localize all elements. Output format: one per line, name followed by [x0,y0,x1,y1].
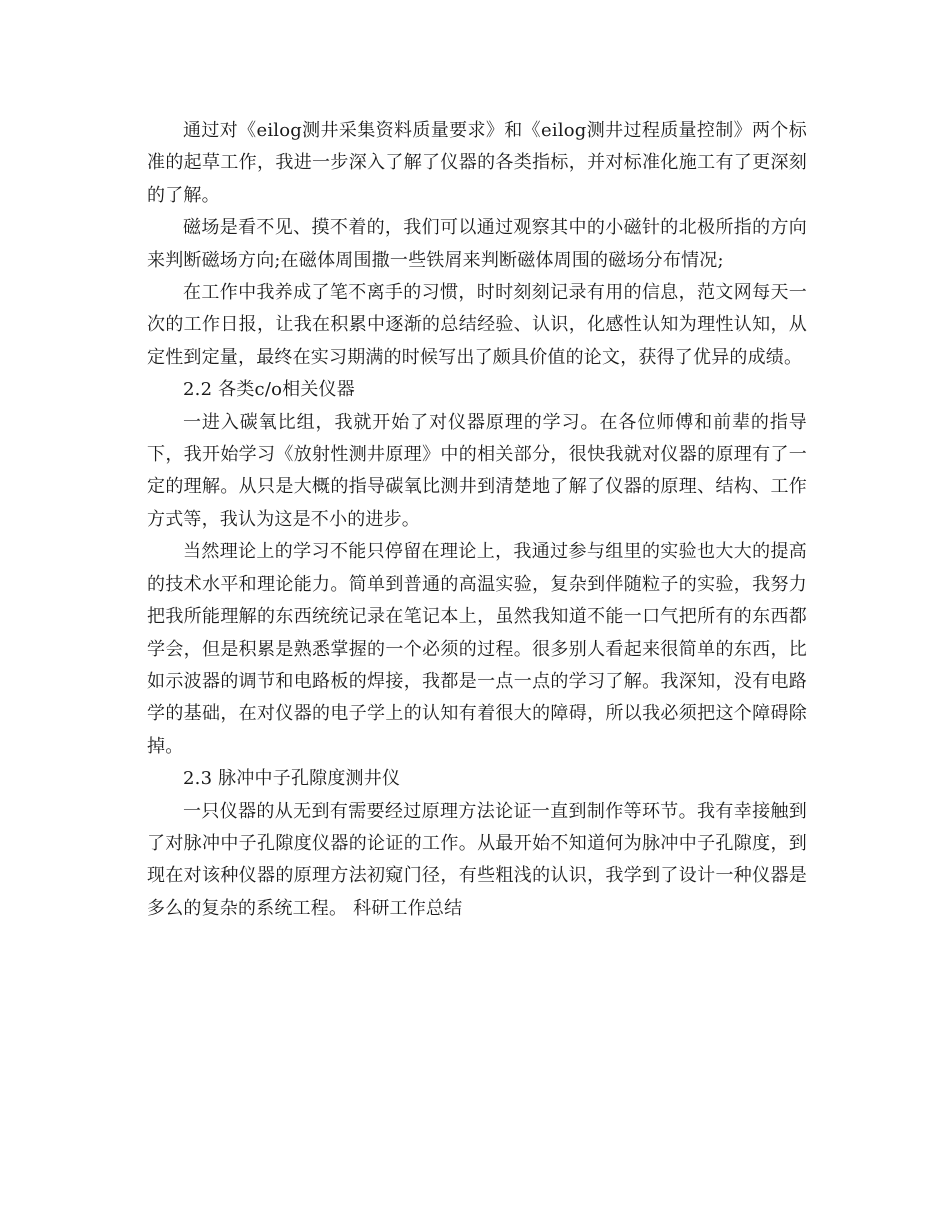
paragraph-standards-drafting: 通过对《eilog测井采集资料质量要求》和《eilog测井过程质量控制》两个标准的起草工作，我进一步深入了解了仪器的各类指标，并对标准化施工有了更深刻的了解。 [147,120,807,206]
paragraph-co-group-study: 一进入碳氧比组，我就开始了对仪器原理的学习。在各位师傅和前辈的指导下，我开始学习《放射性测井原理》中的相关部分，很快我就对仪器的原理有了一定的理解。从只是大概的指导碳氧比测井到清楚地了解了仪器的原理、结构、工作方式等，我认为这是不小的进步。 [147,411,807,530]
document-body [147,115,807,925]
paragraph-experiments: 当然理论上的学习不能只停留在理论上，我通过参与组里的实验也大大的提高的技术水平和理论能力。简单到普通的高温实验，复杂到伴随粒子的实验，我努力把我所能理解的东西统统记录在笔记本上，虽然我知道不能一口气把所有的东西都学会，但是积累是熟悉掌握的一个必须的过程。很多别人看起来很简单的东西，比如示波器的调节和电路板的焊接，我都是一点一点的学习了解。我深知，没有电路学的基础，在对仪器的电子学上的认知有着很大的障碍，所以我必须把这个障碍除掉。 [147,541,807,757]
paragraph-pulse-neutron: 一只仪器的从无到有需要经过原理方法论证一直到制作等环节。我有幸接触到了对脉冲中子孔隙度仪器的论证的工作。从最开始不知道何为脉冲中子孔隙度，到现在对该种仪器的原理方法初窥门径，有些粗浅的认识，我学到了设计一种仪器是多么的复杂的系统工程。 科研工作总结 [147,800,807,919]
section-heading-2-2: 2.2 各类c/o相关仪器 [183,379,355,401]
paragraph-work-habits: 在工作中我养成了笔不离手的习惯，时时刻刻记录有用的信息，范文网每天一次的工作日报，让我在积累中逐渐的总结经验、认识，化感性认知为理性认知，从定性到定量，最终在实习期满的时候写出了颇具价值的论文，获得了优异的成绩。 [147,282,807,368]
paragraph-magnetic-field: 磁场是看不见、摸不着的，我们可以通过观察其中的小磁针的北极所指的方向来判断磁场方向;在磁体周围撒一些铁屑来判断磁体周围的磁场分布情况; [147,217,807,271]
section-heading-2-3: 2.3 脉冲中子孔隙度测井仪 [183,768,401,790]
